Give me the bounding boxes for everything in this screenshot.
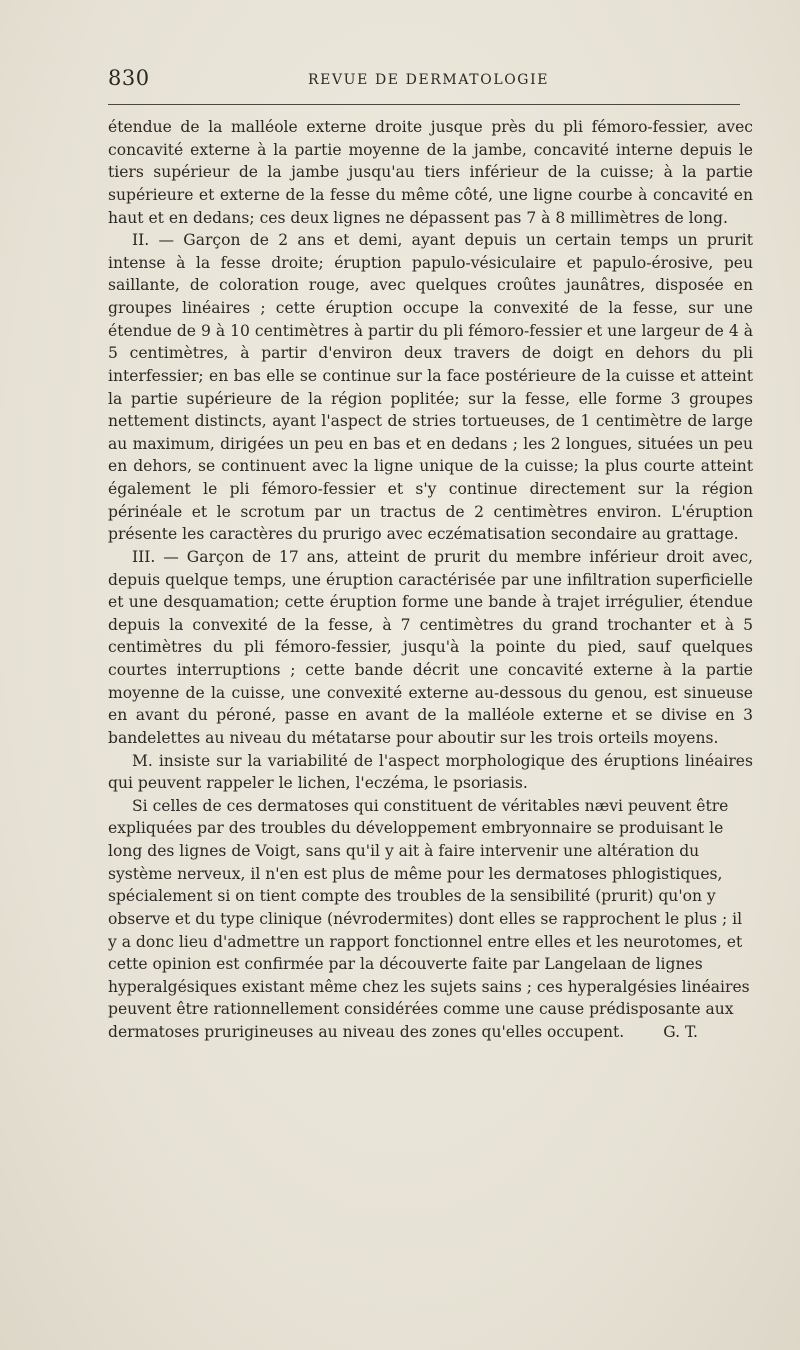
article-body [108, 116, 753, 1044]
author-signature: G. T. [663, 1023, 698, 1041]
running-title: REVUE DE DERMATOLOGIE [308, 72, 550, 88]
page-header [108, 66, 740, 96]
paragraph-continuation: étendue de la malléole externe droite jusque près du pli fémoro-fessier, avec concavité externe à la partie moyenne de la jambe, concavité interne depuis le tiers supérieur de la jambe jusqu'au tiers inférieur de la cuisse; à la partie supérieure et externe de la fesse du même côté, une ligne courbe à concavité en haut et en dedans; ces deux lignes ne dépassent pas 7 à 8 millimètres de long. [108, 118, 753, 227]
paragraph-case-3: III. — Garçon de 17 ans, atteint de prurit du membre inférieur droit avec, depuis quelque temps, une éruption caractérisée par une infiltration superficielle et une desquamation; cette éruption forme une bande à trajet irrégulier, étendue depuis la convexité de la fesse, à 7 centimètres du grand trochanter et à 5 centimètres du pli fémoro-fessier, jusqu'à la pointe du pied, sauf quelques courtes interruptions ; cette bande décrit une concavité externe à la partie moyenne de la cuisse, une convexité externe au-dessous du genou, est sinueuse en avant du péroné, passe en avant de la malléole externe et se divise en 3 bandelettes au niveau du métatarse pour aboutir sur les trois orteils moyens. [108, 547, 753, 747]
paragraph-conclusion-wrapper [108, 795, 753, 1044]
page-number: 830 [108, 66, 150, 90]
paragraph-remark: M. insiste sur la variabilité de l'aspect morphologique des éruptions linéaires qui peuvent rappeler le lichen, l'eczéma, le psoriasis. [108, 751, 753, 793]
paragraph-conclusion: Si celles de ces dermatoses qui constituent de véritables nævi peuvent être expliquées par des troubles du développement embryonnaire se produisant le long des lignes de Voigt, sans qu'il y ait à faire intervenir une altération du système nerveux, il n'en est plus de même pour les dermatoses phlogistiques, spécialement si on tient compte des troubles de la sensibilité (prurit) qu'on y observe et du type clinique (névrodermites) dont elles se rapprochent le plus ; il y a donc lieu d'admettre un rapport fonctionnel entre elles et les neurotomes, et cette opinion est confirmée par la découverte faite par Langelaan de lignes hyperalgésiques existant même chez les sujets sains ; ces hyperalgésies linéaires peuvent être rationnellement considérées comme une cause prédisposante aux dermatoses prurigineuses au niveau des zones qu'elles occupent. [108, 796, 750, 1041]
header-rule [108, 104, 740, 105]
paragraph-case-2: II. — Garçon de 2 ans et demi, ayant depuis un certain temps un prurit intense à la fesse droite; éruption papulo-vésiculaire et papulo-érosive, peu saillante, de coloration rouge, avec quelques croûtes jaunâtres, disposée en groupes linéaires ; cette éruption occupe la convexité de la fesse, sur une étendue de 9 à 10 centimètres à partir du pli fémoro-fessier et une largeur de 4 à 5 centimètres, à partir d'environ deux travers de doigt en dehors du pli interfessier; en bas elle se continue sur la face postérieure de la cuisse et atteint la partie supérieure de la région poplitée; sur la fesse, elle forme 3 groupes nettement distincts, ayant l'aspect de stries tortueuses, de 1 centimètre de large au maximum, dirigées un peu en bas et en dedans ; les 2 longues, situées un peu en dehors, se continuent avec la ligne unique de la cuisse; la plus courte atteint également le pli fémoro-fessier et s'y continue directement sur la région périnéale et le scrotum par un tractus de 2 centimètres environ. L'éruption présente les caractères du prurigo avec eczématisation secondaire au grattage. [108, 231, 753, 544]
